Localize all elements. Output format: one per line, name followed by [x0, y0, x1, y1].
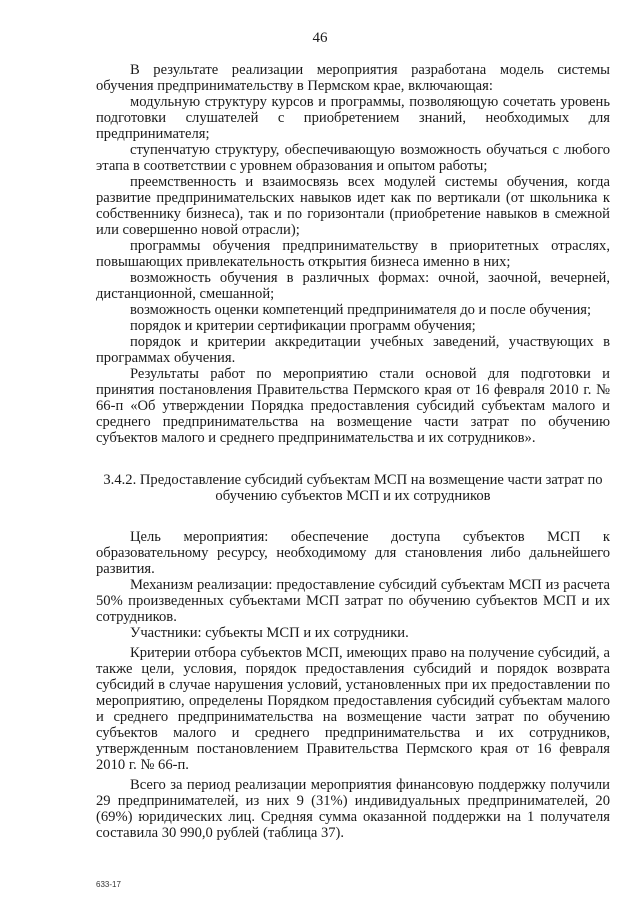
- list-item-certification: порядок и критерии сертификации программ обучения;: [130, 318, 476, 334]
- list-item-stepped-structure: ступенчатую структуру, обеспечивающую возможность обучаться с любого этапа в соответствии с уровнем образования и опытом работы;: [96, 142, 610, 174]
- paragraph-goal: Цель мероприятия: обеспечение доступа субъектов МСП к образовательному ресурсу, необходимому для становления либо дальнейшего развития.: [96, 529, 610, 577]
- document-body: [96, 62, 610, 841]
- section-heading: 3.4.2. Предоставление субсидий субъектам МСП на возмещение части затрат по обучению субъектов МСП и их сотрудников: [103, 472, 603, 504]
- paragraph-participants: Участники: субъекты МСП и их сотрудники.: [130, 625, 409, 641]
- list-item-modular-structure: модульную структуру курсов и программы, позволяющую сочетать уровень подготовки слушателей с приобретением знаний, необходимых для предпринимателя;: [96, 94, 610, 142]
- paragraph-selection-criteria: Критерии отбора субъектов МСП, имеющих право на получение субсидий, а также цели, условия, порядок предоставления субсидий и порядок возврата субсидий в случае нарушения условий, установленных при их предоставлении по мероприятию, определены Порядком предоставления субсидий субъектам малого и среднего предпринимательства на возмещение части затрат по обучению субъектов малого и среднего предпринимательства и их сотрудников, утвержденным постановлением Правительства Пермского края от 16 февраля 2010 г. № 66-п.: [96, 645, 610, 773]
- paragraph-support-summary: Всего за период реализации мероприятия финансовую поддержку получили 29 предпринимателей, из них 9 (31%) индивидуальных предпринимателей, 20 (69%) юридических лиц. Средняя сумма оказанной поддержки на 1 получателя составила 30 990,0 рублей (таблица 37).: [96, 777, 610, 841]
- list-item-accreditation: порядок и критерии аккредитации учебных заведений, участвующих в программах обучения.: [96, 334, 610, 366]
- paragraph-mechanism: Механизм реализации: предоставление субсидий субъектам МСП из расчета 50% произведенных субъектами МСП затрат по обучению субъектов МСП и их сотрудников.: [96, 577, 610, 625]
- footer-document-code: 633-17: [96, 880, 121, 889]
- paragraph-intro: В результате реализации мероприятия разработана модель системы обучения предпринимательству в Пермском крае, включающая:: [96, 62, 610, 94]
- list-item-continuity: преемственность и взаимосвязь всех модулей системы обучения, когда развитие предпринимательских навыков идет как по вертикали (от школьника к собственнику бизнеса), так и по горизонтали (приобретение навыков в смежной или совершенно новой отрасли);: [96, 174, 610, 238]
- list-item-priority-programs: программы обучения предпринимательству в приоритетных отраслях, повышающих привлекательность открытия бизнеса именно в них;: [96, 238, 610, 270]
- paragraph-results: Результаты работ по мероприятию стали основой для подготовки и принятия постановления Правительства Пермского края от 16 февраля 2010 г. № 66-п «Об утверждении Порядка предоставления субсидий субъектам малого и среднего предпринимательства на возмещение части затрат по обучению субъектов малого и среднего предпринимательства и их сотрудников».: [96, 366, 610, 446]
- list-item-competence-assessment: возможность оценки компетенций предпринимателя до и после обучения;: [130, 302, 592, 318]
- page-number: 46: [312, 30, 328, 46]
- list-item-study-forms: возможность обучения в различных формах: очной, заочной, вечерней, дистанционной, смешанной;: [96, 270, 610, 302]
